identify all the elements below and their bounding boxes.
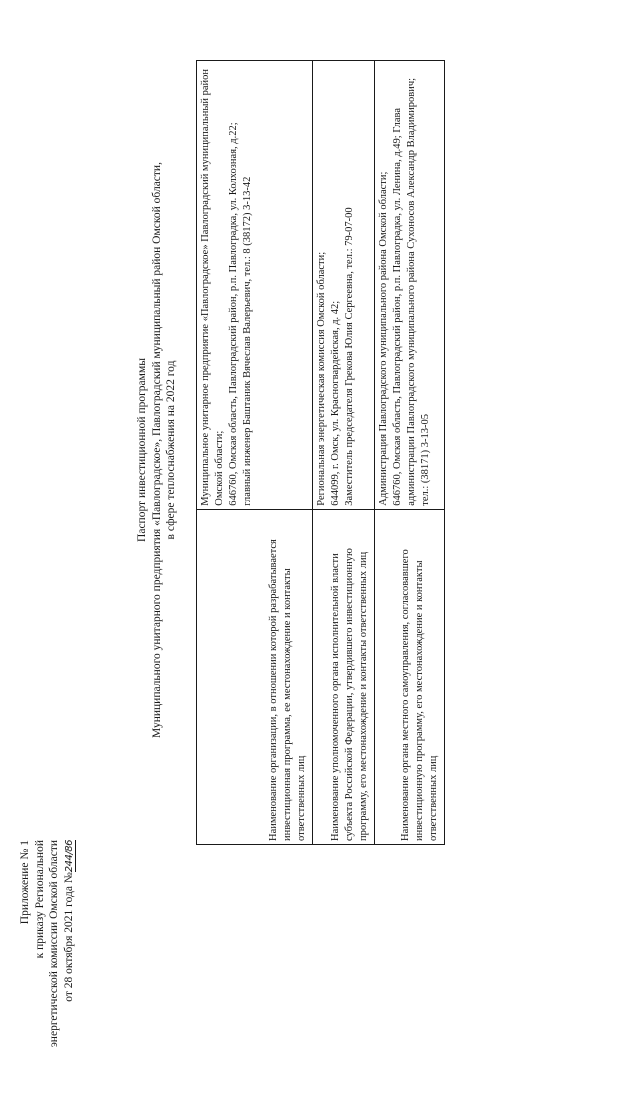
value-line: 646760, Омская область, Павлоградский район, р.п. Павлоградка, ул. Ленина, д.49; Глава администрации Павлоградского муниципального района Сухоносов Александр Владимирович; тел.: (38171) 3-13-05 [392, 77, 431, 506]
value-line: главный инженер Баштаник Вячеслав Валерьевич, тел.: 8 (38172) 3-13-42 [242, 176, 253, 506]
value-line: Региональная энергетическая комиссия Омской области; [316, 251, 327, 506]
table-row [313, 61, 375, 845]
row-value [313, 61, 375, 510]
document-title [135, 125, 179, 775]
handwritten-order-number: 244/86 [63, 840, 75, 873]
appendix-date-line [62, 840, 78, 1100]
title-line-1: Паспорт инвестиционной программы [136, 358, 148, 542]
table-row [375, 61, 445, 845]
row-label: Наименование организации, в отношении которой разрабатывается инвестиционная программа, ее местонахождение и контакты ответственных лиц [197, 509, 313, 844]
passport-table [196, 60, 445, 845]
appendix-commission: энергетической комиссии Омской области [48, 840, 60, 1048]
appendix-number: Приложение № 1 [19, 840, 31, 925]
value-line: 646760, Омская область, Павлоградский район, р.п. Павлоградка, ул. Колхозная, д.22; [228, 122, 239, 506]
table-row [197, 61, 313, 845]
row-value [375, 61, 445, 510]
title-line-2: Муниципального унитарного предприятия «Павлоградское», Павлоградский муниципальный район Омской области, [150, 162, 163, 738]
value-line: Администрация Павлоградского муниципального района Омской области; [378, 171, 389, 506]
appendix-date: от 28 октября 2021 года № [62, 872, 75, 1002]
value-line: Муниципальное унитарное предприятие «Павлоградское» Павлоградский муниципальный район Омской области; [200, 68, 225, 506]
appendix-header [18, 840, 77, 1100]
row-label: Наименование органа местного самоуправления, согласовавшего инвестиционную программу, его местонахождение и контакты ответственных лиц [375, 509, 445, 844]
row-value [197, 61, 313, 510]
value-line: Заместитель председателя Грекова Юлия Сергеевна, тел.: 79-07-00 [344, 207, 355, 506]
title-line-3: в сфере теплоснабжения на 2022 год [165, 360, 177, 540]
value-line: 644099, г. Омск, ул. Красногвардейская, д. 42; [330, 300, 341, 506]
row-label: Наименование уполномоченного органа исполнительной власти субъекта Российской Федерации, утвердившего инвестиционную программу, его местонахождение и контакты ответственных лиц [313, 509, 375, 844]
appendix-order-ref: к приказу Региональной [33, 840, 46, 959]
